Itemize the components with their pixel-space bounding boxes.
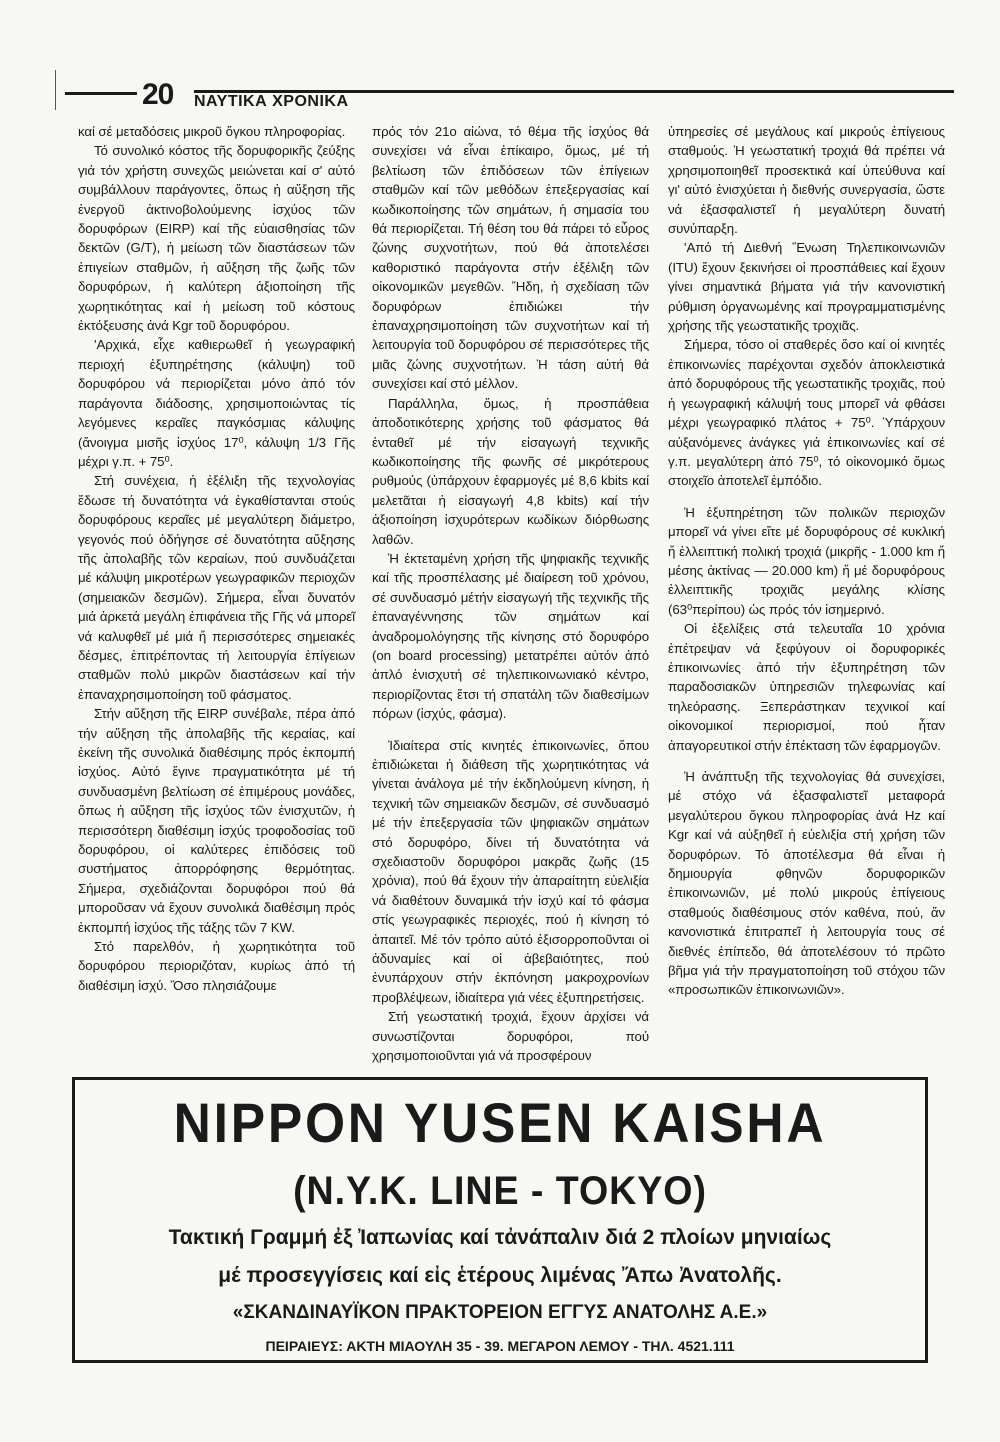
shipping-advertisement (72, 1077, 928, 1363)
header-rule-left (65, 92, 137, 95)
ad-agency: «ΣΚΑΝΔΙΝΑΥΪΚΟΝ ΠΡΑΚΤΟΡΕΙΟΝ ΕΓΓΥΣ ΑΝΑΤΟΛΗΣ Α.Ε.» (232, 1302, 768, 1323)
column-1 (78, 122, 355, 995)
paragraph: Ἡ ἀνάπτυξη τῆς τεχνολογίας θά συνεχίσει, μέ στόχο νά ἐξασφαλιστεῖ μεταφορά μεγαλύτερου ὄγκου πληροφορίας ἀνά Hz καί Kgr καί νά αὐξηθεῖ ἡ εὐελιξία στή χρήση τῶν δορυφόρων. Τό ἀποτέλεσμα θά εἶναι ἡ δημιουργία φθηνῶν δορυφορικῶν ἐπικοινωνιῶν, μέ πολύ μικρούς ἐπίγειους σταθμούς διαθέσιμους στόν καθένα, πού, ἄν κανονιστικά ἐπιτραπεῖ ἡ λειτουργία τους σέ διεθνές ἐπίπεδο, θά ἀποτελέσουν τό πρῶτο βῆμα γιά τήν πραγματοποίηση τοῦ στόχου τῶν «προσωπικῶν ἐπικοινωνιῶν». (668, 769, 945, 998)
paragraph: Ἡ ἐκτεταμένη χρήση τῆς ψηφιακῆς τεχνικῆς καί τῆς προσπέλασης μέ διαίρεση τοῦ χρόνου, σέ συνδυασμό μέτήν εἰσαγωγή τῆς τεχνικῆς τῆς ἐπαναγέννησης τῶν σημάτων καί ἀναδρομολόγησης τῆς κίνησης στό δορυφόρο (on board processing) μετατρέπει αὐτόν ἀπό ἁπλό ἐνισχυτή σέ τηλεπικοινωνιακό κέντρο, περιορίζοντας ἔτσι τή σπατάλη τῶν διαθεσίμων πόρων (ἰσχύς, φάσμα). (372, 550, 649, 722)
column-3 (668, 122, 945, 1000)
ad-address: ΠΕΙΡΑΙΕΥΣ: ΑΚΤΗ ΜΙΑΟΥΛΗ 35 - 39. ΜΕΓΑΡΟΝ ΛΕΜΟΥ - ΤΗΛ. 4521.111 (265, 1338, 735, 1354)
paragraph: Σήμερα, τόσο οἱ σταθερές ὅσο καί οἱ κινητές ἐπικοινωνίες παρέχονται σχεδόν ἀποκλειστικά ἀπό δορυφόρους τῆς γεωστατικῆς τροχιᾶς, πού ἡ γεωγραφική κάλυψή τους μπορεῖ νά φθάσει μέχρι γεωγραφικό πλάτος + 75⁰. Ὑπάρχουν αὐξανόμενες ἀνάγκες γιά ἐπικοινωνίες καί σέ γ.π. μεγαλύτερη ἀπό 75⁰, τό οἰκονομικό ὅμως στοιχεῖο ἀποτελεῖ ἐμπόδιο. (668, 337, 945, 489)
page-header (60, 78, 960, 118)
paragraph: ὑπηρεσίες σέ μεγάλους καί μικρούς ἐπίγειους σταθμούς. Ἡ γεωστατική τροχιά θά πρέπει νά χρησιμοποιηθεῖ προσεκτικά καί ὑπεύθυνα καί γι' αὐτό ἐνισχύεται ἡ διεθνής συνεργασία, ὥστε νά ἐξασφαλιστεῖ ἡ μεγαλύτερη δυνατή συνύπαρξη. (668, 124, 945, 237)
ad-company-name: NIPPON YUSEN KAISHA (173, 1091, 827, 1154)
paragraph: Στή γεωστατική τροχιά, ἔχουν ἀρχίσει νά συνωστίζονται δορυφόροι, πού χρησιμοποιοῦνται γιά νά προσφέρουν (372, 1009, 649, 1064)
paragraph: Τό συνολικό κόστος τῆς δορυφορικῆς ζεύξης γιά τόν χρήστη συνεχῶς μειώνεται καί σ' αὐτό συμβάλλουν παράγοντες, ὅπως ἡ αὔξηση τῆς ἐνεργοῦ ἀκτινοβολούμενης ἰσχύος τῶν δορυφόρων (EIRP) καί τῆς εὐαισθησίας τῶν δεκτῶν (G/T), ἡ μείωση τῶν διαστάσεων τῶν ἐπιγείων σταθμῶν, ἡ αὔξηση τῆς ζωῆς τῶν δορυφόρων, ἡ καλύτερη ἀξιοποίηση τῆς χωρητικότητας καί ἡ μείωση τοῦ κόστους ἐκτόξευσης ἀνά Kgr τοῦ δορυφόρου. (78, 143, 355, 334)
paragraph: 'Από τή Διεθνή Ἕνωση Τηλεπικοινωνιῶν (ITU) ἔχουν ξεκινήσει οἱ προσπάθειες καί ἔχουν γίνει σημαντικά βήματα γιά τήν κανονιστική ρύθμιση ὀργανωμένης καί προγραμματισμένης χρήσης τῆς γεωστατικῆς τροχιᾶς. (668, 240, 945, 334)
paragraph: Παράλληλα, ὅμως, ἡ προσπάθεια ἀποδοτικότερης χρήσης τοῦ φάσματος θά ἐνταθεῖ μέ τήν εἰσαγωγή τεχνικῆς κωδικοποίησης τῆς φωνῆς σέ μικρότερους ρυθμούς (ὑπάρχουν ἐφαρμογές μέ 8,6 kbits καί μελετᾶται ἡ εἰσαγωγή 4,8 kbits) καί τήν ἀξιοποίηση ἰσχυρότερων κωδίκων διόρθωσης λαθῶν. (372, 395, 649, 547)
ad-service: Τακτική Γραμμή ἐξ Ἰαπωνίας καί τἀνάπαλιν διά 2 πλοίων μηνιαίως (168, 1226, 832, 1249)
column-2 (372, 122, 649, 1066)
page-number: 20 (142, 78, 174, 111)
ad-ports: μέ προσεγγίσεις καί εἰς ἑτέρους λιμένας Ἄπω Ἀνατολῆς. (218, 1264, 782, 1287)
paragraph: πρός τόν 21ο αἰώνα, τό θέμα τῆς ἰσχύος θά συνεχίσει νά εἶναι ἐπίκαιρο, ὅμως, μέ τή βελτίωση τῶν ἐπιδόσεων τῶν ἐπίγειων σταθμῶν καί τῶν μεθόδων ἐπεξεργασίας καί κωδικοποίησης τῶν σημάτων, ἡ σημασία του θά περιορίζεται. Τή θέση του θά πάρει τό εὖρος ζώνης συχνοτήτων, πού θά ἀποτελέσει καθοριστικό παράγοντα στήν ἐξέλιξη τῶν οἰκονομικῶν μεγεθῶν. Ἤδη, ἡ σχεδίαση τῶν δορυφόρων ἐπιδιώκει τήν ἐπαναχρησιμοποίηση τῶν συχνοτήτων καί τή λειτουργία τοῦ δορυφόρου σέ περισσότερες τῆς μιᾶς ζώνης συχνοτήτων. Ἡ τάση αὐτή θά συνεχίσει καί στό μέλλον. (372, 124, 649, 392)
paragraph: Στή συνέχεια, ἡ ἐξέλιξη τῆς τεχνολογίας ἔδωσε τή δυνατότητα νά ἐγκαθίστανται στούς δορυφόρους κεραῖες μέ μεγαλύτερη διάμετρο, γεγονός πού ὁδήγησε σέ δυνατότητα αὔξησης τῆς ἀπολαβῆς τῶν κεραίων, πού συνδυάζεται μέ κάλυψη μικροτέρων γεωγραφικῶν περιοχῶν (σημειακῶν δεσμῶν). Σήμερα, εἶναι δυνατόν μιά ἀρκετά μεγάλη ἐπιφάνεια τῆς Γῆς νά μπορεῖ νά καλυφθεῖ μέ μιά ἤ περισσότερες σημειακές δέσμες, ἐπιτρέποντας τή λειτουργία ἐπίγειων σταθμῶν πολύ μικρῶν διαστάσεων καί τήν ἐπαναχρησιμοποίηση τοῦ φάσματος. (78, 473, 355, 702)
paragraph: Στήν αὔξηση τῆς EIRP συνέβαλε, πέρα ἀπό τήν αὔξηση τῆς ἀπολαβῆς τῆς κεραίας, καί ἐκείνη τῆς συνολικά διαθέσιμης πρός ἐκπομπή ἰσχύος. Αὐτό ἔγινε πραγματικότητα μέ τή συνδυασμένη βελτίωση σέ ἐπιμέρους μονάδες, ὅπως ἡ αὔξηση τῆς ἰσχύος τῶν ἐνισχυτῶν, ἡ περισσότερη διαθέσιμη ἰσχύς τροφοδοσίας τοῦ δορυφόρου, οἱ καλύτερες ἐπιδόσεις τοῦ συστήματος ἀπορρόφησης θερμότητας. Σήμερα, σχεδιάζονται δορυφόροι πού θά μποροῦσαν νά ἔχουν συνολικά διαθέσιμη πρός ἐκπομπή ἰσχύος τῆς τάξης τῶν 7 KW. (78, 706, 355, 935)
publication-title: ΝΑΥΤΙΚΑ ΧΡΟΝΙΚΑ (194, 93, 349, 110)
paragraph: 'Αρχικά, εἶχε καθιερωθεῖ ἡ γεωγραφική περιοχή ἐξυπηρέτησης (κάλυψη) τοῦ δορυφόρου νά περιορίζεται μόνο ἀπό τόν παράγοντα διάδοσης, χρησιμοποιώντας τίς λεγόμενες κεραῖες παγκόσμιας κάλυψης (ἄνοιγμα μισῆς ἰσχύος 17⁰, κάλυψη 1/3 Γῆς μέχρι γ.π. + 75⁰. (78, 337, 355, 469)
paragraph: Στό παρελθόν, ἡ χωρητικότητα τοῦ δορυφόρου περιοριζόταν, κυρίως ἀπό τή διαθέσιμη ἰσχύ. Ὅσο πλησιάζουμε (78, 939, 355, 993)
paragraph: Ἡ ἐξυπηρέτηση τῶν πολικῶν περιοχῶν μπορεῖ νά γίνει εἴτε μέ δορυφόρους σέ κυκλική ἤ ἐλλειπτική πολική τροχιά (μικρῆς - 1.000 km ἤ μέσης ἀκτίνας — 20.000 km) ἤ μέ δορυφόρους ἐλλειπτικῆς τροχιᾶς μεγάλης κλίσης (63⁰περίπου) ὡς πρός τόν ἰσημερινό. (668, 504, 945, 617)
paragraph: Ἰδιαίτερα στίς κινητές ἐπικοινωνίες, ὅπου ἐπιδιώκεται ἡ διάθεση τῆς χωρητικότητας νά γίνεται ἀνάλογα μέ τήν ἐκδηλούμενη κίνηση, ἡ τεχνική τῶν σημειακῶν δεσμῶν, σέ συνδυασμό μέ τήν ἐπεξεργασία τῶν ψηφιακῶν σημάτων στό δορυφόρο, δίνει τή δυνατότητα νά σχεδιαστοῦν δορυφόροι μακρᾶς ζωῆς (15 χρόνια), πού θά ἔχουν τήν ἀπαραίτητη εὐελιξία νά διαθέτουν δυναμικά τήν ἰσχύ καί τό φάσμα στίς γεωγραφικές περιοχές, πού ἡ κίνηση τό ἀπαιτεῖ. Μέ τόν τρόπο αὐτό ἐξισορροποῦνται οἱ ἀδυναμίες καί οἱ ἀβεβαιότητες, πού ἐνυπάρχουν στήν ἐκπόνηση μακροχρονίων προβλέψεων, ἰδιαίτερα γιά νέες ἐξυπηρετήσεις. (372, 737, 649, 1005)
paragraph: Οἱ ἐξελίξεις στά τελευταῖα 10 χρόνια ἐπέτρεψαν νά ξεφύγουν οἱ δορυφορικές ἐπικοινωνίες ἀπό τήν ἐξυπηρέτηση τῶν παραδοσιακῶν ὑπηρεσιῶν τηλεφωνίας καί τηλεόρασης. Ξεπεράστηκαν τεχνικοί καί οἰκονομικοί περιορισμοί, πού ἦταν ἀπαγορευτικοί στήν ἐπέκταση τῶν ἐφαρμογῶν. (668, 621, 945, 753)
ad-line-name: (N.Y.K. LINE - TOKYO) (293, 1169, 707, 1213)
paragraph: καί σέ μεταδόσεις μικροῦ ὄγκου πληροφορίας. (78, 124, 346, 139)
margin-mark (55, 70, 56, 110)
